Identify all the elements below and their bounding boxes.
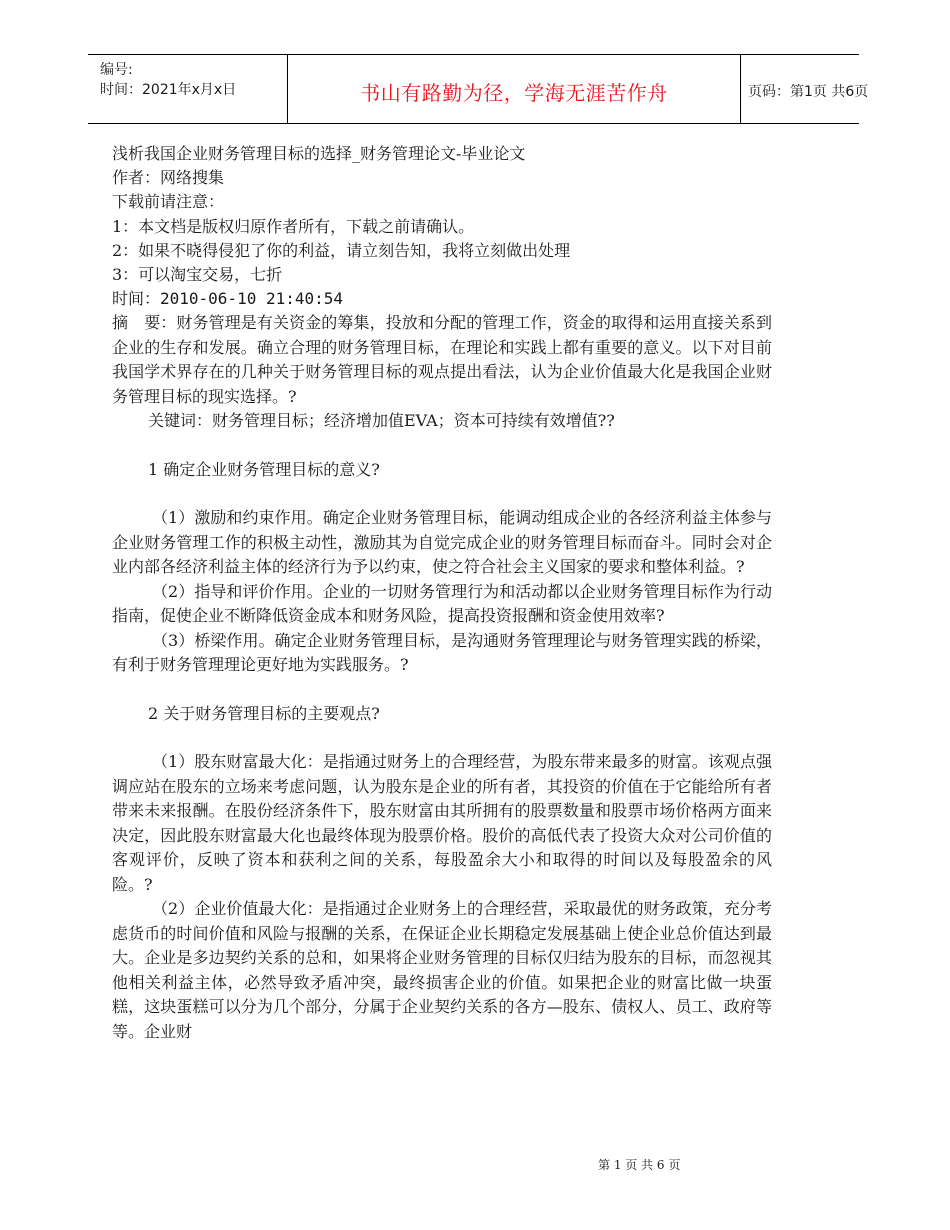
document-date-label: 时间：2021年x月x日 (100, 82, 237, 98)
article-timestamp: 时间：2010-06-10 21:40:54 (112, 289, 344, 309)
article-title: 浅析我国企业财务管理目标的选择_财务管理论文-毕业论文 (112, 144, 526, 163)
body-paragraph: （2）指导和评价作用。企业的一切财务管理行为和活动都以企业财务管理目标作为行动指南，促使企业不断降低资金成本和财务风险，提高投资报酬和资金使用效率? (112, 581, 772, 626)
notice-item: 1：本文档是版权归原作者所有，下载之前请确认。 (112, 216, 475, 236)
article-author: 作者：网络搜集 (112, 168, 225, 188)
notice-heading: 下载前请注意： (112, 192, 225, 212)
header-page-cell (740, 55, 869, 123)
body-paragraph: （3）桥梁作用。确定企业财务管理目标，是沟通财务管理理论与财务管理实践的桥梁，有利于财务管理理论更好地为实践服务。? (112, 630, 772, 675)
header-page-info: 页码：第1页 共6页 (748, 84, 869, 100)
header-motto: 书山有路勤为径，学海无涯苦作舟 (360, 81, 668, 105)
section-heading: 2 关于财务管理目标的主要观点? (148, 703, 380, 723)
notice-item: 3：可以淘宝交易，七折 (112, 265, 283, 285)
body-paragraph: （1）激励和约束作用。确定企业财务管理目标，能调动组成企业的各经济利益主体参与企业财务管理工作的积极主动性，激励其为自觉完成企业的财务管理目标而奋斗。同时会对企业内部各经济利益主体的经济行为予以约束，使之符合社会主义国家的要求和整体利益。? (112, 508, 772, 577)
abstract-paragraph: 摘 要：财务管理是有关资金的筹集，投放和分配的管理工作，资金的取得和运用直接关系到企业的生存和发展。确立合理的财务管理目标，在理论和实践上都有重要的意义。以下对目前我国学术界存在的几种关于财务管理目标的观点提出看法，认为企业价值最大化是我国企业财务管理目标的现实选择。? (112, 313, 772, 406)
page-header (88, 54, 869, 124)
header-motto-cell (287, 55, 741, 123)
header-meta-cell (88, 55, 287, 123)
keywords-line: 关键词：财务管理目标；经济增加值EVA；资本可持续有效增值?? (148, 411, 615, 431)
document-body (112, 142, 772, 1044)
body-paragraph: （1）股东财富最大化：是指通过财务上的合理经营，为股东带来最多的财富。该观点强调应站在股东的立场来考虑问题，认为股东是企业的所有者，其投资的价值在于它能给所有者带来未来报酬。在股份经济条件下，股东财富由其所拥有的股票数量和股票市场价格两方面来决定，因此股东财富最大化也最终体现为股票价格。股价的高低代表了投资大众对公司价值的客观评价，反映了资本和获利之间的关系，每股盈余大小和取得的时间以及每股盈余的风险。? (112, 752, 772, 894)
page-footer: 第 1 页 共 6 页 (598, 1158, 681, 1172)
body-paragraph: （2）企业价值最大化：是指通过企业财务上的合理经营，采取最优的财务政策，充分考虑货币的时间价值和风险与报酬的关系，在保证企业长期稳定发展基础上使企业总价值达到最大。企业是多边契约关系的总和，如果将企业财务管理的目标仅归结为股东的目标，而忽视其他相关利益主体，必然导致矛盾冲突，最终损害企业的价值。如果把企业的财富比做一块蛋糕，这块蛋糕可以分为几个部分，分属于企业契约关系的各方—股东、债权人、员工、政府等等。企业财 (112, 899, 772, 1041)
document-number-label: 编号: (100, 62, 133, 78)
section-heading: 1 确定企业财务管理目标的意义? (148, 459, 380, 479)
notice-item: 2：如果不晓得侵犯了你的利益，请立刻告知，我将立刻做出处理 (112, 240, 571, 260)
